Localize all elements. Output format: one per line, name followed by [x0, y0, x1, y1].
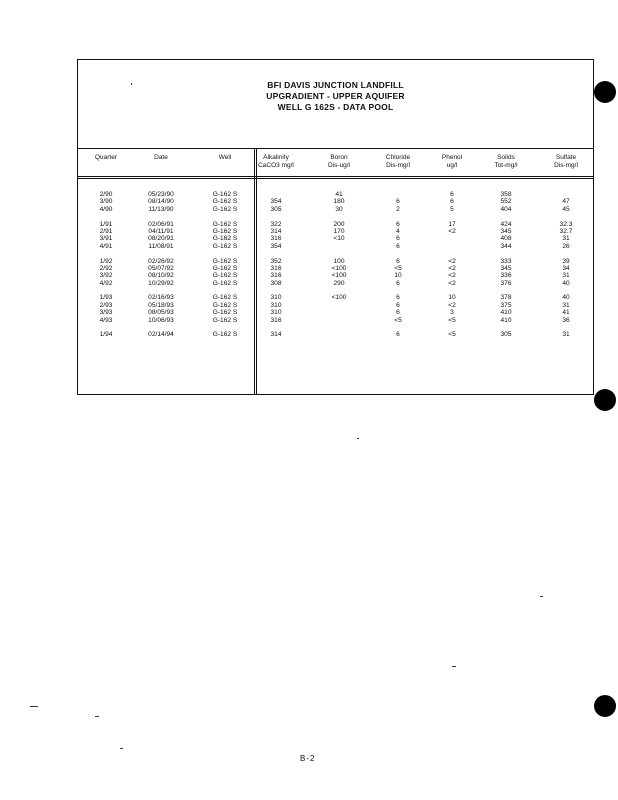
table-cell: <2	[448, 272, 456, 280]
table-cell: 26	[562, 242, 570, 250]
table-cell: 05/07/92	[148, 264, 174, 272]
table-cell: G-162 S	[212, 294, 238, 302]
table-cell: 378	[500, 294, 512, 302]
table-cell: 11/08/91	[148, 242, 174, 250]
table-cell: 6	[450, 191, 454, 198]
column-header	[484, 154, 528, 169]
table-cell: G-162 S	[212, 309, 238, 317]
table-cell: 410	[500, 309, 512, 317]
table-cell: 08/05/93	[148, 309, 174, 317]
table-cell: G-162 S	[212, 205, 238, 213]
table-cell: 404	[500, 205, 512, 213]
table-cell: 34	[562, 264, 570, 272]
table-cell: 5	[450, 205, 454, 213]
title-line-2: UPGRADIENT - UPPER AQUIFER	[266, 91, 405, 101]
table-cell: 08/14/90	[148, 198, 174, 206]
table-cell: 308	[270, 279, 282, 287]
table-cell: 10	[448, 294, 456, 302]
table-cell: 6	[450, 198, 454, 206]
column-header-unit: Dis-mg/l	[386, 161, 410, 169]
table-cell: 31	[562, 235, 570, 243]
table-cell: 310	[270, 294, 282, 302]
table-cell: <5	[394, 264, 402, 272]
table-row	[78, 198, 593, 205]
table-cell: G-162 S	[212, 301, 238, 309]
table-cell: G-162 S	[212, 272, 238, 280]
group-spacer	[78, 250, 593, 257]
punch-hole-bottom	[594, 695, 616, 717]
table-row	[78, 302, 593, 309]
table-body	[78, 191, 593, 339]
scan-speck	[95, 716, 99, 717]
table-cell: <2	[448, 264, 456, 272]
table-cell: G-162 S	[212, 257, 238, 265]
column-header	[543, 154, 589, 169]
table-cell: 314	[270, 227, 282, 235]
column-header-unit: ug/l	[446, 161, 458, 169]
column-header	[317, 154, 361, 169]
column-header	[254, 154, 298, 169]
scan-speck	[357, 438, 359, 439]
table-cell: 31	[562, 331, 570, 339]
data-table-frame	[77, 59, 594, 395]
table-cell: 4/93	[99, 316, 113, 324]
table-cell: 6	[396, 294, 400, 302]
column-header-label: Sulfate	[555, 154, 577, 161]
table-cell: G-162 S	[212, 235, 238, 243]
column-header	[136, 154, 186, 162]
column-header-label: Solids	[497, 154, 515, 161]
table-cell: <2	[448, 227, 456, 235]
table-row	[78, 191, 593, 198]
table-cell: 408	[500, 235, 512, 243]
table-cell: 316	[270, 264, 282, 272]
table-cell: 305	[270, 205, 282, 213]
table-row	[78, 280, 593, 287]
table-cell: 4/91	[99, 242, 113, 250]
table-cell: G-162 S	[212, 191, 238, 198]
table-cell: 40	[562, 279, 570, 287]
table-cell: 180	[333, 198, 345, 206]
table-cell: 354	[270, 198, 282, 206]
table-cell: 17	[448, 220, 456, 228]
table-cell: 2/93	[99, 301, 113, 309]
table-cell: 6	[396, 242, 400, 250]
table-cell: 1/92	[99, 257, 113, 265]
column-header-label: Alkalinity	[263, 154, 289, 161]
title-line-1: BFI DAVIS JUNCTION LANDFILL	[267, 80, 404, 90]
header-bottom-rule-2	[78, 178, 593, 179]
table-cell: 6	[396, 331, 400, 339]
table-cell: 552	[500, 198, 512, 206]
punch-hole-middle	[594, 389, 616, 411]
table-cell: 3/91	[99, 235, 113, 243]
column-header	[203, 154, 247, 162]
table-cell: <2	[448, 301, 456, 309]
table-cell: 11/13/90	[148, 205, 174, 213]
table-cell: 410	[500, 316, 512, 324]
table-cell: 6	[396, 301, 400, 309]
table-cell: 345	[500, 264, 512, 272]
table-cell: 352	[270, 257, 282, 265]
group-spacer	[78, 213, 593, 220]
column-header-unit: Dis-ug/l	[327, 161, 351, 169]
table-cell: G-162 S	[212, 227, 238, 235]
table-row	[78, 235, 593, 242]
table-cell: 316	[270, 235, 282, 243]
table-cell: G-162 S	[212, 279, 238, 287]
table-cell: 310	[270, 301, 282, 309]
column-header-unit: Dis-mg/l	[554, 161, 578, 169]
table-cell: 6	[396, 220, 400, 228]
table-cell: 32.3	[559, 220, 573, 228]
table-cell: 6	[396, 235, 400, 243]
table-cell: 40	[562, 294, 570, 302]
column-header	[376, 154, 420, 169]
table-cell: 354	[270, 242, 282, 250]
table-cell: 05/18/93	[148, 301, 174, 309]
table-cell: 1/94	[99, 331, 113, 339]
table-cell: <2	[448, 257, 456, 265]
scan-speck	[131, 83, 132, 85]
table-cell: 375	[500, 301, 512, 309]
table-row	[78, 258, 593, 265]
table-cell: G-162 S	[212, 242, 238, 250]
table-cell: 2/90	[99, 191, 113, 198]
table-cell: <5	[394, 316, 402, 324]
table-cell: 05/23/90	[148, 191, 174, 198]
table-cell: 02/06/91	[148, 220, 174, 228]
table-cell: <100	[331, 294, 347, 302]
table-row	[78, 294, 593, 301]
table-cell: G-162 S	[212, 316, 238, 324]
table-cell: 41	[335, 191, 343, 198]
table-cell: 10/06/93	[148, 316, 174, 324]
table-cell: <5	[448, 316, 456, 324]
table-title	[78, 80, 593, 113]
table-cell: <2	[448, 279, 456, 287]
table-cell: 36	[562, 316, 570, 324]
table-row	[78, 317, 593, 324]
table-cell: 2/91	[99, 227, 113, 235]
table-cell: 02/16/93	[148, 294, 174, 302]
title-line-3: WELL G 162S - DATA POOL	[277, 102, 394, 112]
table-cell: 3/92	[99, 272, 113, 280]
column-header-label: Well	[218, 154, 232, 161]
column-header-label: Date	[154, 154, 168, 161]
table-cell: 02/26/92	[148, 257, 174, 265]
table-row	[78, 228, 593, 235]
table-cell: 2	[396, 205, 400, 213]
table-cell: 100	[333, 257, 345, 265]
scan-speck	[120, 748, 123, 749]
table-cell: 04/11/91	[148, 227, 174, 235]
table-cell: 30	[335, 205, 343, 213]
table-cell: 310	[270, 309, 282, 317]
table-cell: 1/93	[99, 294, 113, 302]
table-cell: 41	[562, 309, 570, 317]
table-cell: 6	[396, 257, 400, 265]
table-cell: 336	[500, 272, 512, 280]
group-spacer	[78, 287, 593, 294]
group-spacer	[78, 324, 593, 331]
table-cell: 305	[500, 331, 512, 339]
page-number	[300, 754, 315, 763]
table-cell: G-162 S	[212, 331, 238, 339]
column-header	[86, 154, 126, 162]
table-cell: 358	[500, 191, 512, 198]
table-cell: 3/93	[99, 309, 113, 317]
table-row	[78, 272, 593, 279]
table-cell: 344	[500, 242, 512, 250]
table-cell: 10	[394, 272, 402, 280]
table-cell: G-162 S	[212, 264, 238, 272]
table-cell: 31	[562, 272, 570, 280]
table-cell: 4	[396, 227, 400, 235]
page-number-text: B-2	[300, 754, 316, 763]
header-top-rule	[78, 148, 593, 149]
column-header-unit: Tot-mg/l	[494, 161, 518, 169]
table-cell: 316	[270, 316, 282, 324]
table-cell: 424	[500, 220, 512, 228]
table-cell: 08/20/91	[148, 235, 174, 243]
table-cell: 32.7	[559, 227, 573, 235]
table-cell: <100	[331, 272, 347, 280]
table-cell: 6	[396, 279, 400, 287]
header-bottom-rule	[78, 176, 593, 177]
table-row	[78, 265, 593, 272]
column-header-label: Boron	[330, 154, 348, 161]
table-cell: <5	[448, 331, 456, 339]
table-cell: <10	[333, 235, 345, 243]
table-cell: 170	[333, 227, 345, 235]
table-cell: G-162 S	[212, 220, 238, 228]
table-cell: 3/90	[99, 198, 113, 206]
scan-speck	[30, 706, 38, 707]
column-header	[435, 154, 469, 169]
table-cell: 333	[500, 257, 512, 265]
table-cell: 1/91	[99, 220, 113, 228]
scan-speck	[540, 596, 543, 597]
table-cell: 345	[500, 227, 512, 235]
table-cell: 31	[562, 301, 570, 309]
table-cell: 47	[562, 198, 570, 206]
table-cell: 2/92	[99, 264, 113, 272]
column-header-unit: CaCO3 mg/l	[258, 161, 294, 169]
column-header-label: Phenol	[441, 154, 463, 161]
table-row	[78, 331, 593, 338]
table-cell: 6	[396, 198, 400, 206]
table-cell: 3	[450, 309, 454, 317]
column-header-row	[78, 154, 593, 176]
table-cell: 10/29/92	[148, 279, 174, 287]
table-cell: 45	[562, 205, 570, 213]
table-cell: 322	[270, 220, 282, 228]
table-row	[78, 243, 593, 250]
table-cell: 6	[396, 309, 400, 317]
table-cell: 376	[500, 279, 512, 287]
column-header-label: Quarter	[94, 154, 118, 161]
table-row	[78, 221, 593, 228]
table-cell: 316	[270, 272, 282, 280]
table-row	[78, 309, 593, 316]
table-cell: 4/90	[99, 205, 113, 213]
table-cell: 200	[333, 220, 345, 228]
table-cell: 314	[270, 331, 282, 339]
table-cell: 39	[562, 257, 570, 265]
scan-speck	[452, 666, 456, 667]
table-cell: G-162 S	[212, 198, 238, 206]
punch-hole-top	[594, 81, 616, 103]
column-header-label: Chloride	[385, 154, 411, 161]
table-cell: 290	[333, 279, 345, 287]
table-cell: 4/92	[99, 279, 113, 287]
table-cell: 08/10/92	[148, 272, 174, 280]
table-cell: 02/14/94	[148, 331, 174, 339]
table-row	[78, 206, 593, 213]
table-cell: <100	[331, 264, 347, 272]
